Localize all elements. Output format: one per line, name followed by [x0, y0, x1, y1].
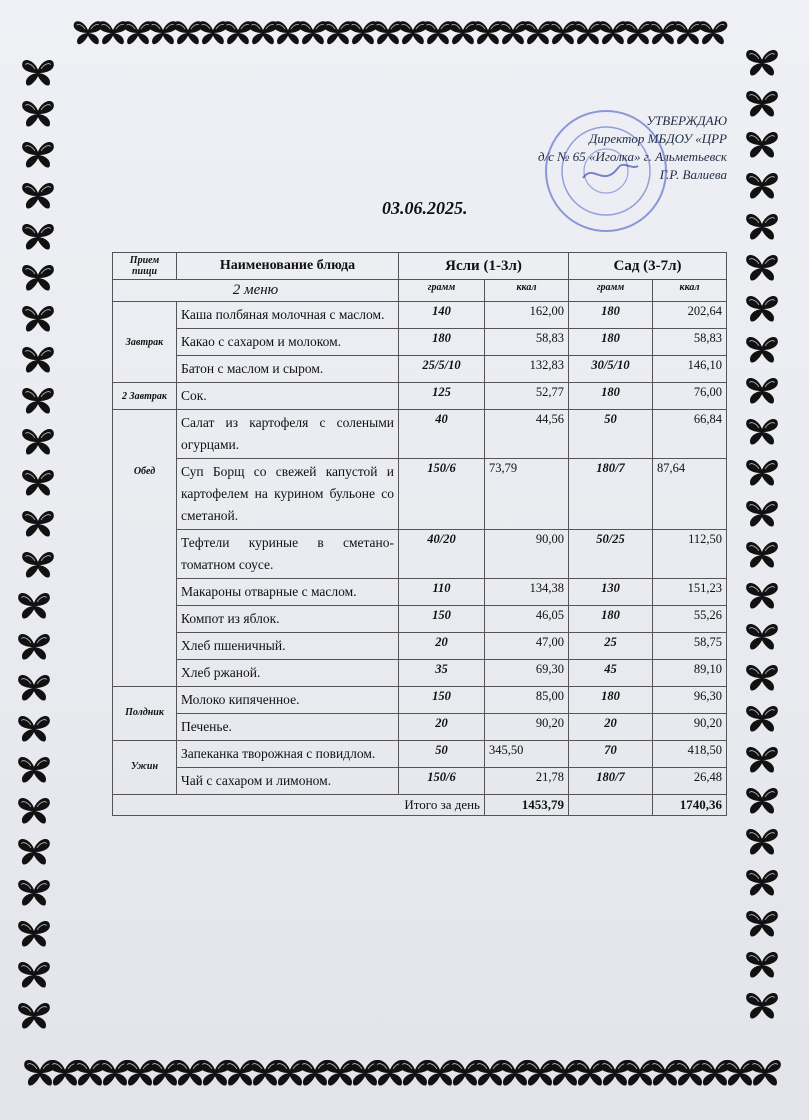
nursery-kcal: 132,83 — [485, 356, 569, 383]
butterfly-icon — [349, 1060, 381, 1085]
nursery-gram: 25/5/10 — [399, 356, 485, 383]
butterfly-icon — [49, 1060, 81, 1085]
butterfly-icon — [399, 1060, 431, 1085]
butterfly-icon — [124, 21, 153, 44]
dish-name: Суп Борщ со свежей капустой и картофелем на курином бульоне со сметаной. — [177, 459, 399, 530]
butterfly-icon — [746, 378, 778, 403]
butterfly-icon — [649, 21, 678, 44]
butterfly-icon — [374, 21, 403, 44]
butterfly-icon — [174, 21, 203, 44]
garden-gram: 45 — [569, 660, 653, 687]
butterfly-icon — [699, 1060, 731, 1085]
garden-kcal: 112,50 — [653, 530, 727, 579]
butterfly-icon — [99, 1060, 131, 1085]
butterfly-icon — [224, 1060, 256, 1085]
butterfly-icon — [22, 429, 54, 454]
table-row — [113, 633, 727, 660]
nursery-gram: 180 — [399, 329, 485, 356]
butterfly-icon — [299, 21, 328, 44]
butterfly-icon — [18, 962, 50, 987]
nursery-gram: 40 — [399, 410, 485, 459]
butterfly-icon — [18, 1003, 50, 1028]
butterfly-icon — [746, 255, 778, 280]
garden-gram: 130 — [569, 579, 653, 606]
butterfly-icon — [746, 788, 778, 813]
nursery-kcal: 90,20 — [485, 714, 569, 741]
butterfly-icon — [424, 21, 453, 44]
table-header-row — [113, 253, 727, 280]
butterfly-icon — [374, 1060, 406, 1085]
butterfly-icon — [22, 60, 54, 85]
butterfly-icon — [746, 993, 778, 1018]
butterfly-icon — [549, 21, 578, 44]
nursery-gram: 40/20 — [399, 530, 485, 579]
table-row — [113, 660, 727, 687]
table-row — [113, 329, 727, 356]
dish-name: Компот из яблок. — [177, 606, 399, 633]
butterfly-icon — [746, 419, 778, 444]
butterfly-icon — [746, 911, 778, 936]
butterfly-icon — [674, 1060, 706, 1085]
butterfly-icon — [18, 839, 50, 864]
dish-name: Тефтели куриные в сметано-томатном соусе. — [177, 530, 399, 579]
table-row — [113, 302, 727, 329]
butterfly-icon — [224, 21, 253, 44]
menu-table — [112, 252, 727, 816]
table-row — [113, 579, 727, 606]
meal-snack: Полдник — [113, 687, 177, 741]
butterfly-icon — [449, 21, 478, 44]
butterfly-icon — [22, 388, 54, 413]
table-row — [113, 768, 727, 795]
garden-kcal: 418,50 — [653, 741, 727, 768]
dish-name: Сок. — [177, 383, 399, 410]
butterfly-icon — [746, 214, 778, 239]
nursery-kcal: 90,00 — [485, 530, 569, 579]
butterfly-icon — [449, 1060, 481, 1085]
butterfly-icon — [599, 21, 628, 44]
dish-name: Хлеб ржаной. — [177, 660, 399, 687]
butterfly-icon — [22, 470, 54, 495]
garden-gram: 20 — [569, 714, 653, 741]
butterfly-icon — [746, 829, 778, 854]
header-nursery: Ясли (1-3л) — [399, 253, 569, 280]
butterfly-icon — [746, 952, 778, 977]
garden-kcal: 89,10 — [653, 660, 727, 687]
garden-gram: 180/7 — [569, 768, 653, 795]
table-row — [113, 410, 727, 459]
butterfly-icon — [524, 1060, 556, 1085]
butterfly-icon — [199, 1060, 231, 1085]
butterfly-icon — [199, 21, 228, 44]
butterfly-icon — [746, 50, 778, 75]
menu-table-wrap — [112, 252, 726, 816]
butterfly-icon — [746, 337, 778, 362]
butterfly-icon — [649, 1060, 681, 1085]
butterfly-icon — [22, 306, 54, 331]
butterfly-icon — [22, 265, 54, 290]
butterfly-icon — [499, 21, 528, 44]
garden-gram: 50 — [569, 410, 653, 459]
butterfly-icon — [624, 21, 653, 44]
butterfly-icon — [674, 21, 703, 44]
dish-name: Запеканка творожная с повидлом. — [177, 741, 399, 768]
nursery-kcal: 85,00 — [485, 687, 569, 714]
butterfly-icon — [746, 665, 778, 690]
table-subheader-row — [113, 280, 727, 302]
dish-name: Хлеб пшеничный. — [177, 633, 399, 660]
total-nursery-kcal: 1453,79 — [485, 795, 569, 816]
butterfly-icon — [499, 1060, 531, 1085]
nursery-kcal: 69,30 — [485, 660, 569, 687]
garden-gram: 180 — [569, 302, 653, 329]
approval-org: д/с № 65 «Иголка» г. Альметьевск — [538, 149, 727, 164]
meal-breakfast: Завтрак — [113, 302, 177, 383]
nursery-kcal: 134,38 — [485, 579, 569, 606]
butterfly-icon — [18, 757, 50, 782]
butterfly-icon — [599, 1060, 631, 1085]
butterfly-icon — [549, 1060, 581, 1085]
butterfly-icon — [324, 21, 353, 44]
butterfly-icon — [99, 21, 128, 44]
nursery-gram: 125 — [399, 383, 485, 410]
butterfly-icon — [749, 1060, 781, 1085]
butterfly-icon — [18, 675, 50, 700]
menu-date: 03.06.2025. — [382, 198, 468, 218]
butterfly-icon — [399, 21, 428, 44]
total-empty-cell — [569, 795, 653, 816]
dish-name: Салат из картофеля с солеными огурцами. — [177, 410, 399, 459]
garden-kcal: 202,64 — [653, 302, 727, 329]
butterfly-icon — [474, 1060, 506, 1085]
dish-name: Молоко кипяченное. — [177, 687, 399, 714]
nursery-kcal: 58,83 — [485, 329, 569, 356]
butterfly-icon — [74, 1060, 106, 1085]
butterfly-icon — [699, 21, 728, 44]
nursery-gram-header: грамм — [399, 280, 485, 302]
garden-kcal: 55,26 — [653, 606, 727, 633]
meal-breakfast2: 2 Завтрак — [113, 383, 177, 410]
butterfly-icon — [746, 132, 778, 157]
garden-kcal: 146,10 — [653, 356, 727, 383]
header-meal: Прием пищи — [113, 253, 177, 280]
garden-gram: 25 — [569, 633, 653, 660]
nursery-gram: 150/6 — [399, 459, 485, 530]
total-row — [113, 795, 727, 816]
butterfly-icon — [22, 552, 54, 577]
dish-name: Батон с маслом и сыром. — [177, 356, 399, 383]
butterfly-icon — [474, 21, 503, 44]
garden-gram: 180 — [569, 687, 653, 714]
nursery-kcal: 46,05 — [485, 606, 569, 633]
total-garden-kcal: 1740,36 — [653, 795, 727, 816]
nursery-kcal-header: ккал — [485, 280, 569, 302]
butterfly-icon — [746, 173, 778, 198]
garden-kcal: 96,30 — [653, 687, 727, 714]
butterfly-icon — [174, 1060, 206, 1085]
butterfly-icon — [18, 880, 50, 905]
butterfly-icon — [574, 21, 603, 44]
garden-kcal-header: ккал — [653, 280, 727, 302]
garden-gram: 30/5/10 — [569, 356, 653, 383]
butterfly-icon — [274, 1060, 306, 1085]
butterfly-icon — [149, 1060, 181, 1085]
butterfly-icon — [349, 21, 378, 44]
butterfly-icon — [746, 501, 778, 526]
header-dish: Наименование блюда — [177, 253, 399, 280]
nursery-gram: 20 — [399, 714, 485, 741]
dish-name: Каша полбяная молочная с маслом. — [177, 302, 399, 329]
butterfly-icon — [746, 870, 778, 895]
butterfly-icon — [22, 142, 54, 167]
table-row — [113, 459, 727, 530]
garden-kcal: 58,83 — [653, 329, 727, 356]
dish-name: Макароны отварные с маслом. — [177, 579, 399, 606]
butterfly-icon — [746, 91, 778, 116]
butterfly-icon — [324, 1060, 356, 1085]
garden-gram-header: грамм — [569, 280, 653, 302]
stamp-seal — [543, 108, 669, 234]
garden-kcal: 151,23 — [653, 579, 727, 606]
nursery-kcal: 44,56 — [485, 410, 569, 459]
butterfly-icon — [24, 1060, 56, 1085]
nursery-gram: 35 — [399, 660, 485, 687]
butterfly-icon — [22, 224, 54, 249]
garden-kcal: 76,00 — [653, 383, 727, 410]
garden-kcal: 87,64 — [653, 459, 727, 530]
butterfly-icon — [18, 593, 50, 618]
butterfly-icon — [18, 798, 50, 823]
butterfly-icon — [524, 21, 553, 44]
butterfly-icon — [22, 101, 54, 126]
butterfly-icon — [424, 1060, 456, 1085]
butterfly-icon — [746, 460, 778, 485]
butterfly-icon — [746, 296, 778, 321]
butterfly-icon — [149, 21, 178, 44]
nursery-kcal: 73,79 — [485, 459, 569, 530]
nursery-gram: 140 — [399, 302, 485, 329]
meal-dinner: Ужин — [113, 741, 177, 795]
nursery-kcal: 162,00 — [485, 302, 569, 329]
butterfly-icon — [746, 747, 778, 772]
garden-gram: 180 — [569, 329, 653, 356]
dish-name: Какао с сахаром и молоком. — [177, 329, 399, 356]
nursery-gram: 150 — [399, 687, 485, 714]
butterfly-icon — [746, 624, 778, 649]
table-row — [113, 714, 727, 741]
butterfly-icon — [724, 1060, 756, 1085]
butterfly-icon — [746, 706, 778, 731]
garden-gram: 180 — [569, 383, 653, 410]
nursery-gram: 150/6 — [399, 768, 485, 795]
garden-gram: 50/25 — [569, 530, 653, 579]
butterfly-icon — [124, 1060, 156, 1085]
butterfly-icon — [249, 21, 278, 44]
butterfly-icon — [22, 511, 54, 536]
garden-kcal: 26,48 — [653, 768, 727, 795]
butterfly-icon — [18, 634, 50, 659]
dish-name: Чай с сахаром и лимоном. — [177, 768, 399, 795]
butterfly-icon — [574, 1060, 606, 1085]
nursery-gram: 20 — [399, 633, 485, 660]
header-garden: Сад (3-7л) — [569, 253, 727, 280]
butterfly-icon — [274, 21, 303, 44]
garden-kcal: 66,84 — [653, 410, 727, 459]
butterfly-icon — [746, 583, 778, 608]
butterfly-icon — [18, 921, 50, 946]
butterfly-icon — [18, 716, 50, 741]
butterfly-icon — [22, 183, 54, 208]
table-row — [113, 530, 727, 579]
table-row — [113, 606, 727, 633]
garden-gram: 70 — [569, 741, 653, 768]
nursery-kcal: 21,78 — [485, 768, 569, 795]
butterfly-icon — [74, 21, 103, 44]
nursery-gram: 150 — [399, 606, 485, 633]
nursery-kcal: 345,50 — [485, 741, 569, 768]
butterfly-icon — [624, 1060, 656, 1085]
meal-lunch: Обед — [113, 410, 177, 687]
nursery-kcal: 52,77 — [485, 383, 569, 410]
table-row — [113, 383, 727, 410]
table-row — [113, 741, 727, 768]
table-row — [113, 356, 727, 383]
garden-kcal: 90,20 — [653, 714, 727, 741]
nursery-gram: 110 — [399, 579, 485, 606]
total-label: Итого за день — [113, 795, 485, 816]
nursery-kcal: 47,00 — [485, 633, 569, 660]
butterfly-icon — [22, 347, 54, 372]
butterfly-icon — [299, 1060, 331, 1085]
menu-number: 2 меню — [113, 280, 399, 302]
approval-signer: Г.Р. Валиева — [659, 167, 727, 182]
approval-position: Директор МБДОУ «ЦРР — [589, 131, 727, 146]
garden-kcal: 58,75 — [653, 633, 727, 660]
dish-name: Печенье. — [177, 714, 399, 741]
nursery-gram: 50 — [399, 741, 485, 768]
approval-title: УТВЕРЖДАЮ — [646, 113, 727, 128]
butterfly-icon — [746, 542, 778, 567]
garden-gram: 180/7 — [569, 459, 653, 530]
table-row — [113, 687, 727, 714]
butterfly-icon — [249, 1060, 281, 1085]
garden-gram: 180 — [569, 606, 653, 633]
